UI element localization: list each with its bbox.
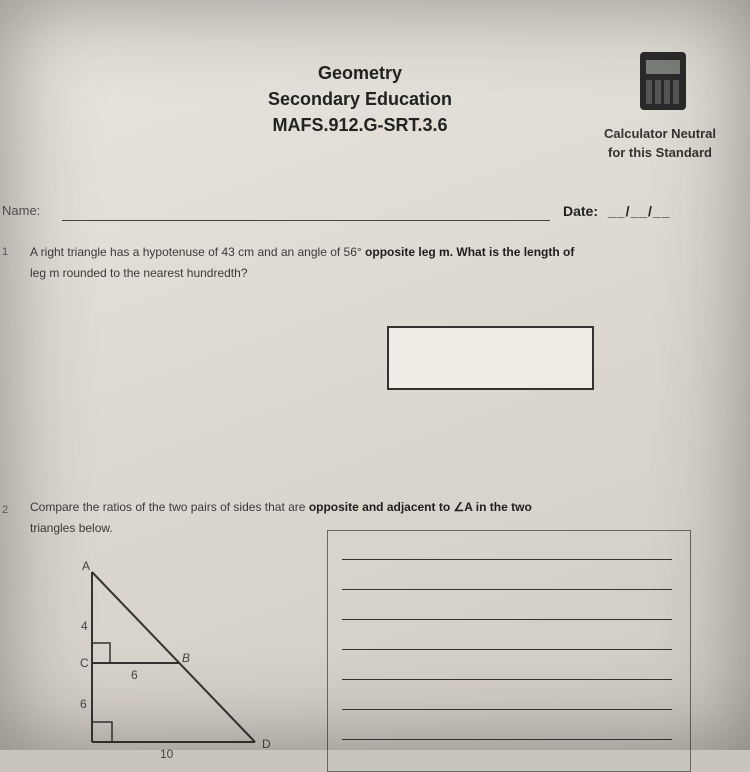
calculator-note-line1: Calculator Neutral [604,126,716,141]
answer-line [342,589,672,590]
answer-line [342,559,672,560]
vertex-c-label: C [80,656,89,670]
question2-text-bold: opposite and adjacent to ∠A in the two [308,500,532,514]
vertex-b-label: B [182,651,191,665]
calculator-note-line2: for this Standard [607,145,712,160]
question1-text-bold: opposite leg m. What is the length of [365,245,575,259]
question2-text-plain: Compare the ratios of the two pairs of sides that are [30,500,309,514]
subject-title: Geometry [317,63,403,83]
date-field[interactable]: __/__/__ [608,203,671,219]
level-title: Secondary Education [267,89,453,109]
question2-number: 2 [2,504,9,516]
segment-bottom-label: 10 [160,747,174,761]
segment-ac-label: 4 [81,619,88,633]
question2-text-line2: triangles below. [30,521,113,535]
right-angle-c [92,643,110,663]
question1-answer-box[interactable] [387,326,594,390]
question1-text-plain: A right triangle has a hypotenuse of 43 cm and an angle of 56° [30,245,366,259]
triangle-diagram [0,0,320,761]
right-angle-bottom [92,722,112,742]
calculator-note [575,124,745,162]
calculator-icon [640,52,686,110]
standard-code: MAFS.912.G-SRT.3.6 [272,115,448,135]
answer-line [342,739,672,740]
calculator-screen [646,60,680,74]
question2-answer-area[interactable] [327,530,691,772]
question1-number: 1 [2,246,9,258]
segment-lower-label: 6 [80,697,87,711]
segment-cb-label: 6 [131,668,138,682]
name-label: Name: [2,203,41,218]
vertex-d-label: D [262,737,271,751]
calculator-keys [646,80,680,104]
answer-line [342,679,672,680]
answer-line [342,619,672,620]
date-label: Date: [563,203,599,219]
side-hypotenuse [92,572,255,742]
answer-line [342,709,672,710]
question1-text-line2: leg m rounded to the nearest hundredth? [30,266,248,280]
answer-line [342,649,672,650]
vertex-a-label: A [82,559,91,573]
